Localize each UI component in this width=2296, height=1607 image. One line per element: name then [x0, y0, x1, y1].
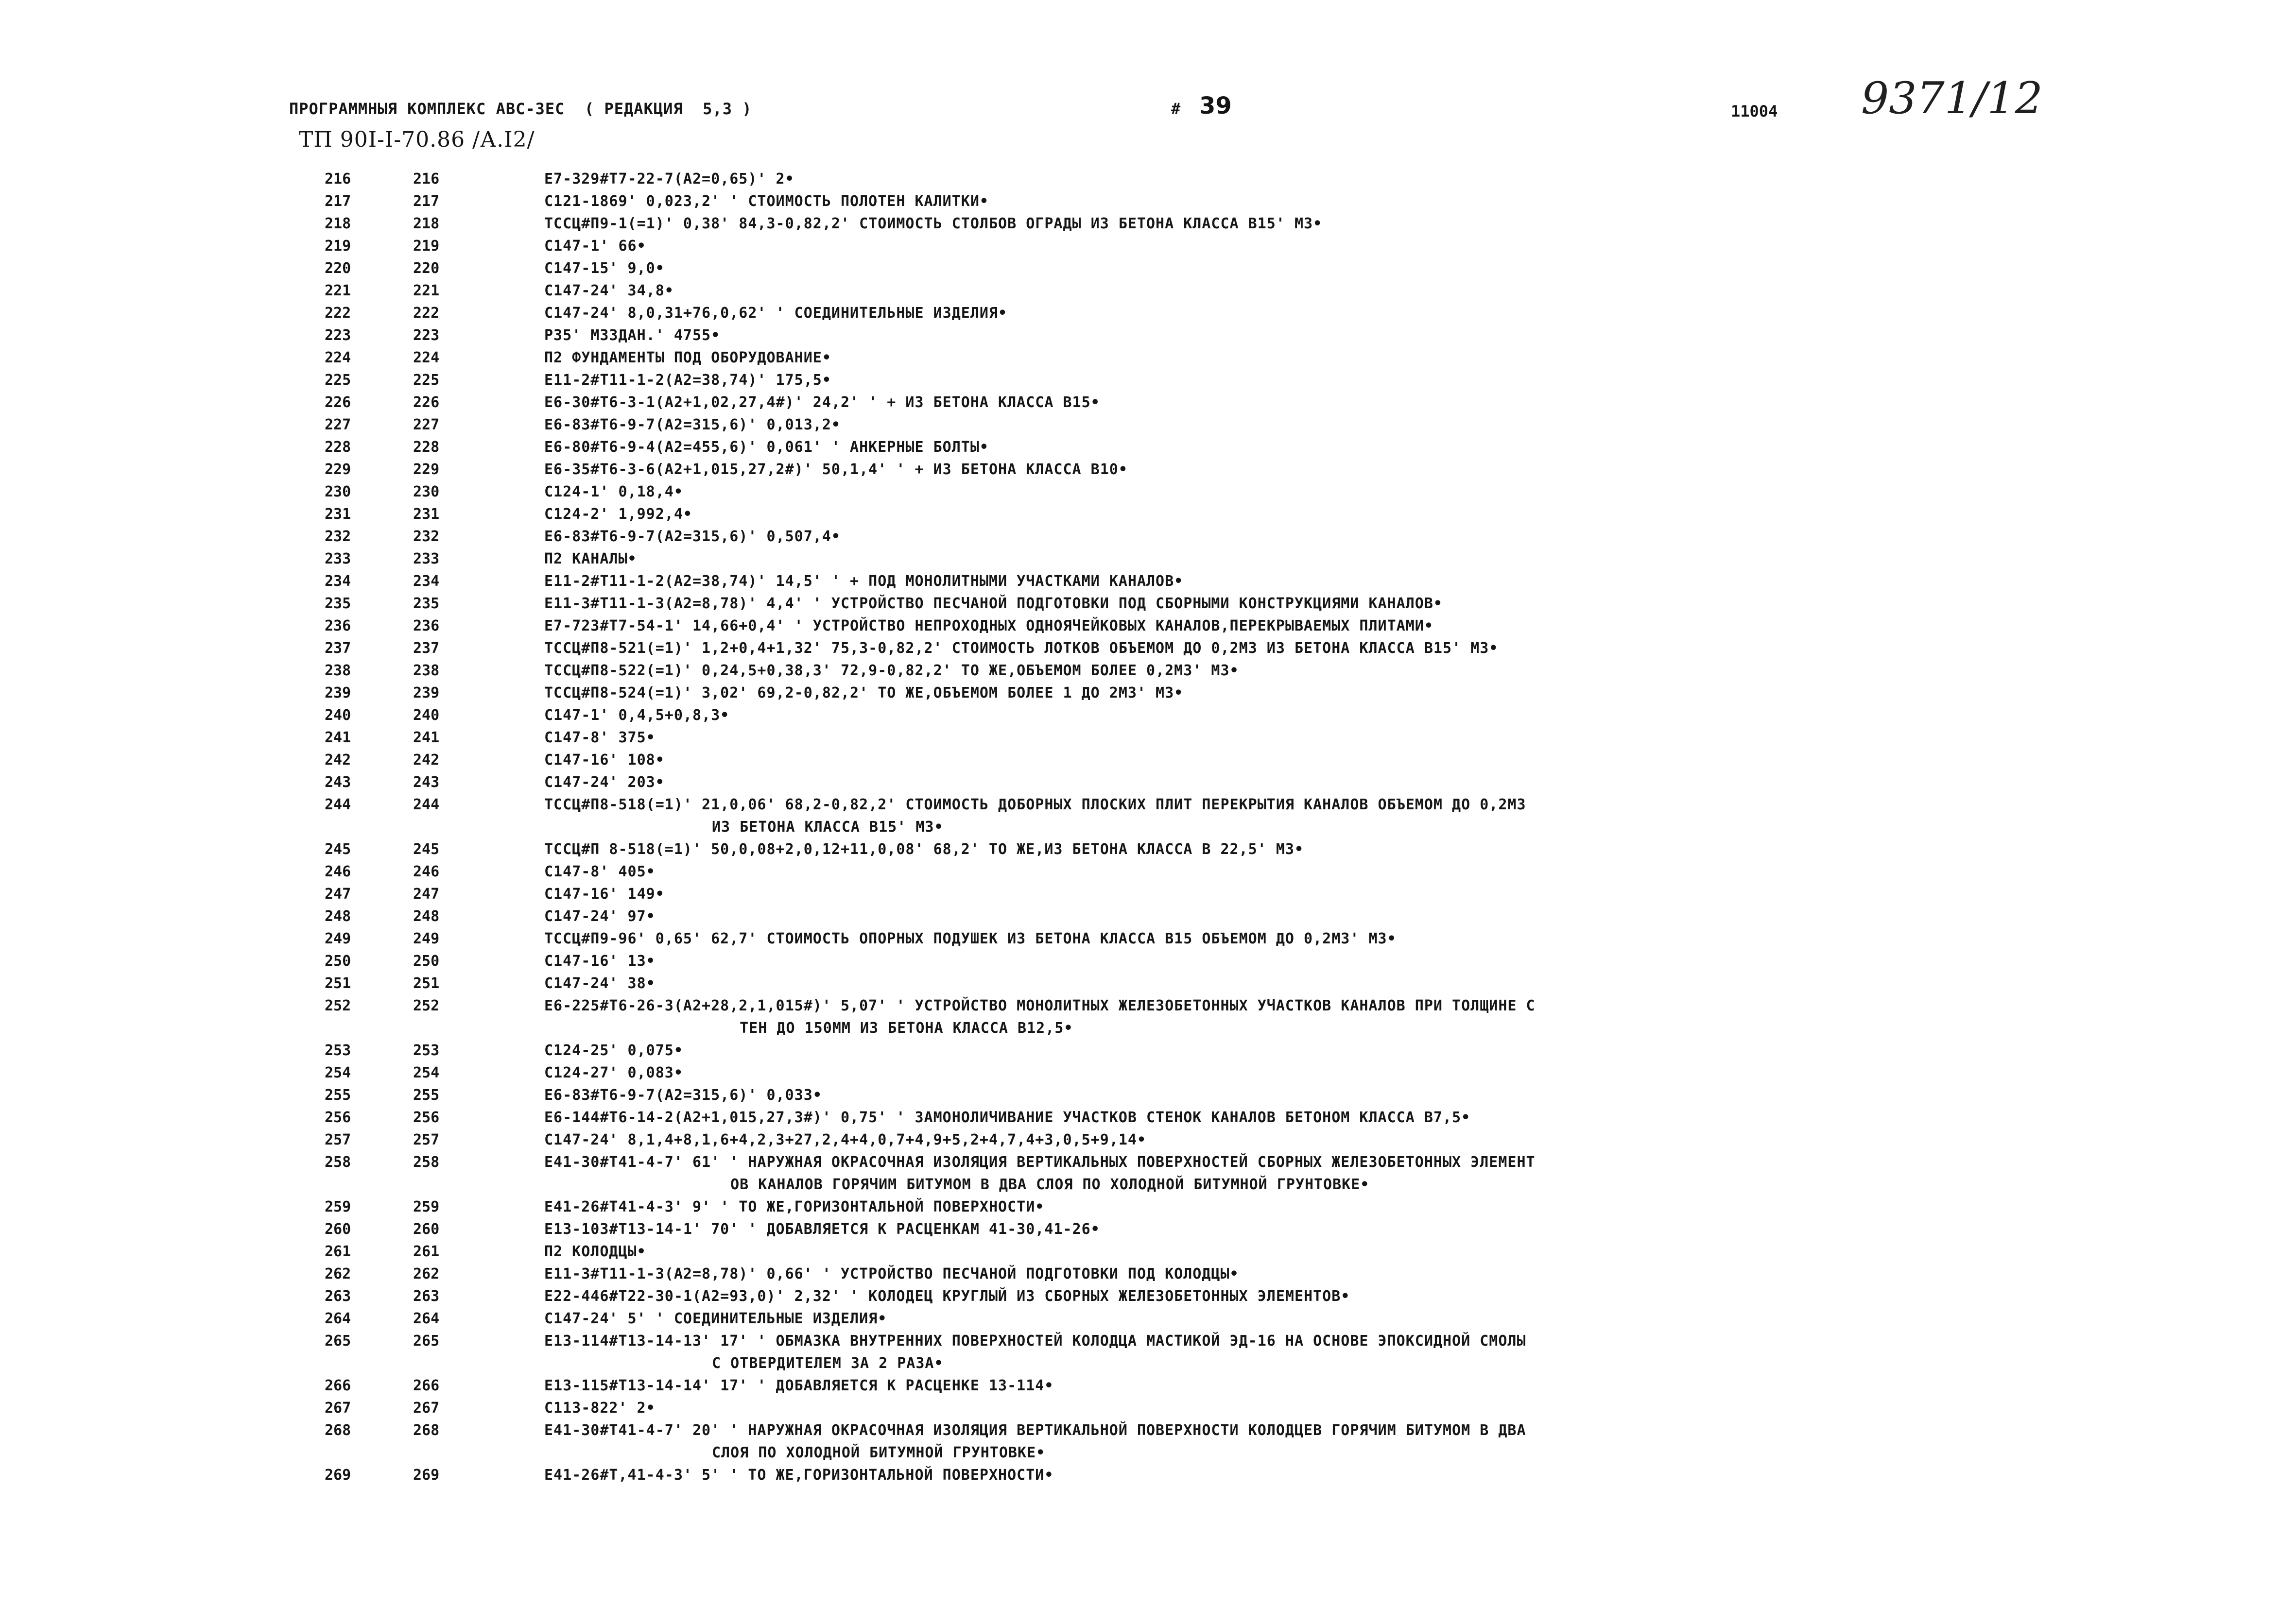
- row-number: 255: [325, 1087, 351, 1104]
- row-statement: [544, 1464, 2002, 1487]
- row-statement: [544, 727, 2002, 749]
- row-number-secondary: 225: [413, 372, 440, 389]
- row-number-secondary: 242: [413, 752, 440, 769]
- row-statement: [544, 1196, 2002, 1218]
- statement-text: Е7-329#Т7-22-7(А2=0,65)' 2•: [544, 171, 794, 188]
- row-number-secondary: 252: [413, 997, 440, 1014]
- row-number: 247: [325, 886, 351, 903]
- listing-row: [0, 168, 2296, 190]
- row-statement: [544, 1419, 2002, 1464]
- row-statement: [544, 1241, 2002, 1263]
- row-number: 269: [325, 1467, 351, 1484]
- row-number-secondary: 244: [413, 796, 440, 813]
- row-number: 243: [325, 774, 351, 791]
- listing-row: [0, 1040, 2296, 1062]
- row-number-secondary: 254: [413, 1064, 440, 1081]
- listing-row: [0, 347, 2296, 369]
- row-number: 217: [325, 193, 351, 210]
- statement-text: Е6-80#Т6-9-4(А2=455,6)' 0,061' ' АНКЕРНЫЕ БОЛТЫ•: [544, 439, 989, 456]
- row-number: 225: [325, 372, 351, 389]
- row-statement: [544, 682, 2002, 704]
- row-number: 267: [325, 1400, 351, 1417]
- listing-row: [0, 615, 2296, 637]
- row-number: 224: [325, 349, 351, 366]
- row-number-secondary: 230: [413, 483, 440, 500]
- row-statement: [544, 302, 2002, 325]
- row-number: 259: [325, 1198, 351, 1215]
- row-number: 223: [325, 327, 351, 344]
- row-number-secondary: 226: [413, 394, 440, 411]
- statement-text: С147-24' 8,0,31+76,0,62' ' СОЕДИНИТЕЛЬНЫЕ ИЗДЕЛИЯ•: [544, 305, 1008, 322]
- listing-row: [0, 1218, 2296, 1241]
- row-statement: [544, 526, 2002, 548]
- statement-text: П2 КОЛОДЦЫ•: [544, 1243, 646, 1260]
- row-statement: [544, 503, 2002, 526]
- row-number: 248: [325, 908, 351, 925]
- statement-text: Е41-26#Т41-4-3' 9' ' ТО ЖЕ,ГОРИЗОНТАЛЬНОЙ ПОВЕРХНОСТИ•: [544, 1198, 1045, 1215]
- row-statement: [544, 459, 2002, 481]
- listing-row: [0, 190, 2296, 213]
- row-number: 236: [325, 617, 351, 634]
- listing-row: [0, 771, 2296, 794]
- listing-rows: [0, 168, 2296, 1487]
- row-number-secondary: 223: [413, 327, 440, 344]
- listing-row: [0, 1263, 2296, 1285]
- row-number-secondary: 222: [413, 305, 440, 322]
- row-number: 254: [325, 1064, 351, 1081]
- row-number-secondary: 249: [413, 930, 440, 947]
- listing-row: [0, 1084, 2296, 1107]
- statement-text: Е11-2#Т11-1-2(А2=38,74)' 14,5' ' + ПОД МОНОЛИТНЫМИ УЧАСТКАМИ КАНАЛОВ•: [544, 573, 1184, 590]
- listing-row: [0, 481, 2296, 503]
- row-number: 219: [325, 238, 351, 255]
- listing-row: [0, 1062, 2296, 1084]
- statement-text: Е7-723#Т7-54-1' 14,66+0,4' ' УСТРОЙСТВО НЕПРОХОДНЫХ ОДНОЯЧЕЙКОВЫХ КАНАЛОВ,ПЕРЕКРЫВАЕМЫХ ПЛИТАМИ•: [544, 617, 1433, 634]
- row-statement: [544, 570, 2002, 593]
- row-number-secondary: 229: [413, 461, 440, 478]
- row-number-secondary: 227: [413, 416, 440, 433]
- listing-row: [0, 1196, 2296, 1218]
- row-number: 222: [325, 305, 351, 322]
- row-statement: [544, 749, 2002, 771]
- row-number: 260: [325, 1221, 351, 1238]
- statement-text: ТССЦ#П9-96' 0,65' 62,7' СТОИМОСТЬ ОПОРНЫХ ПОДУШЕК ИЗ БЕТОНА КЛАССА В15 ОБЪЕМОМ ДО 0,2М3' М3•: [544, 930, 1397, 947]
- row-statement: [544, 704, 2002, 727]
- listing-row: [0, 593, 2296, 615]
- row-number: 252: [325, 997, 351, 1014]
- listing-row: [0, 950, 2296, 973]
- row-statement: [544, 1285, 2002, 1308]
- statement-text: Е6-83#Т6-9-7(А2=315,6)' 0,013,2•: [544, 416, 841, 433]
- row-number: 253: [325, 1042, 351, 1059]
- row-number-secondary: 231: [413, 506, 440, 523]
- row-number-secondary: 221: [413, 282, 440, 299]
- row-statement: [544, 771, 2002, 794]
- row-statement: [544, 168, 2002, 190]
- listing-row: [0, 414, 2296, 436]
- row-statement: [544, 1218, 2002, 1241]
- statement-text: С147-1' 0,4,5+0,8,3•: [544, 707, 730, 724]
- row-statement: [544, 280, 2002, 302]
- listing-row: [0, 973, 2296, 995]
- listing-row: [0, 1419, 2296, 1464]
- row-number-secondary: 265: [413, 1333, 440, 1350]
- row-number-secondary: 228: [413, 439, 440, 456]
- row-statement: [544, 950, 2002, 973]
- row-number: 261: [325, 1243, 351, 1260]
- row-number: 250: [325, 953, 351, 970]
- row-number: 226: [325, 394, 351, 411]
- row-number-secondary: 219: [413, 238, 440, 255]
- statement-text: С147-24' 8,1,4+8,1,6+4,2,3+27,2,4+4,0,7+4,9+5,2+4,7,4+3,0,5+9,14•: [544, 1131, 1146, 1148]
- document-code: 11004: [1731, 102, 1778, 120]
- row-number-secondary: 264: [413, 1310, 440, 1327]
- listing-row: [0, 749, 2296, 771]
- row-number: 263: [325, 1288, 351, 1305]
- row-statement: [544, 1151, 2002, 1196]
- statement-text: Е6-225#Т6-26-3(А2+28,2,1,015#)' 5,07' ' УСТРОЙСТВО МОНОЛИТНЫХ ЖЕЛЕЗОБЕТОННЫХ УЧАСТКОВ КАНАЛОВ ПРИ ТОЛЩИНЕ С: [544, 997, 1536, 1014]
- handwritten-sheet-number: 9371/12: [1861, 73, 2043, 124]
- statement-text: С147-16' 149•: [544, 886, 665, 903]
- listing-row: [0, 392, 2296, 414]
- row-number: 233: [325, 550, 351, 567]
- row-statement: [544, 548, 2002, 570]
- row-number-secondary: 263: [413, 1288, 440, 1305]
- row-statement: [544, 414, 2002, 436]
- listing-row: [0, 257, 2296, 280]
- listing-row: [0, 1308, 2296, 1330]
- row-statement: [544, 392, 2002, 414]
- row-statement: [544, 436, 2002, 459]
- row-number-secondary: 269: [413, 1467, 440, 1484]
- row-statement: [544, 1308, 2002, 1330]
- row-number: 265: [325, 1333, 351, 1350]
- listing-row: [0, 459, 2296, 481]
- listing-row: [0, 369, 2296, 392]
- row-statement: [544, 1375, 2002, 1397]
- row-number-secondary: 262: [413, 1265, 440, 1282]
- listing-row: [0, 637, 2296, 660]
- statement-text: С121-1869' 0,023,2' ' СТОИМОСТЬ ПОЛОТЕН КАЛИТКИ•: [544, 193, 989, 210]
- row-number: 256: [325, 1109, 351, 1126]
- row-number-secondary: 234: [413, 573, 440, 590]
- statement-text: Е6-30#Т6-3-1(А2+1,02,27,4#)' 24,2' ' + ИЗ БЕТОНА КЛАССА В15•: [544, 394, 1100, 411]
- row-number: 258: [325, 1154, 351, 1171]
- listing-row: [0, 660, 2296, 682]
- row-number: 242: [325, 752, 351, 769]
- row-number: 268: [325, 1422, 351, 1439]
- statement-continuation: ТЕН ДО 150ММ ИЗ БЕТОНА КЛАССА В12,5•: [712, 1020, 1073, 1037]
- row-number: 266: [325, 1377, 351, 1394]
- row-statement: [544, 928, 2002, 950]
- listing-row: [0, 436, 2296, 459]
- statement-text: Е6-83#Т6-9-7(А2=315,6)' 0,507,4•: [544, 528, 841, 545]
- listing-row: [0, 995, 2296, 1040]
- statement-text: Е13-114#Т13-14-13' 17' ' ОБМАЗКА ВНУТРЕННИХ ПОВЕРХНОСТЕЙ КОЛОДЦА МАСТИКОЙ ЭД-16 НА ОСНОВЕ ЭПОКСИДНОЙ СМОЛЫ: [544, 1333, 1526, 1350]
- statement-continuation: ИЗ БЕТОНА КЛАССА В15' М3•: [712, 819, 944, 836]
- row-number-secondary: 218: [413, 215, 440, 232]
- statement-text: Е41-30#Т41-4-7' 20' ' НАРУЖНАЯ ОКРАСОЧНАЯ ИЗОЛЯЦИЯ ВЕРТИКАЛЬНОЙ ПОВЕРХНОСТИ КОЛОДЦЕВ ГОРЯЧИМ БИТУМОМ В ДВА: [544, 1422, 1526, 1439]
- row-statement: [544, 213, 2002, 235]
- row-number-secondary: 217: [413, 193, 440, 210]
- row-number: 216: [325, 171, 351, 188]
- row-number-secondary: 245: [413, 841, 440, 858]
- listing-row: [0, 1375, 2296, 1397]
- listing-row: [0, 302, 2296, 325]
- row-number-secondary: 247: [413, 886, 440, 903]
- row-number-secondary: 250: [413, 953, 440, 970]
- statement-text: С147-24' 203•: [544, 774, 665, 791]
- listing-row: [0, 1107, 2296, 1129]
- statement-text: С147-24' 97•: [544, 908, 656, 925]
- statement-text: Е41-30#Т41-4-7' 61' ' НАРУЖНАЯ ОКРАСОЧНАЯ ИЗОЛЯЦИЯ ВЕРТИКАЛЬНЫХ ПОВЕРХНОСТЕЙ СБОРНЫХ ЖЕЛЕЗОБЕТОННЫХ ЭЛЕМЕНТ: [544, 1154, 1536, 1171]
- statement-text: С124-2' 1,992,4•: [544, 506, 692, 523]
- row-number-secondary: 257: [413, 1131, 440, 1148]
- row-number-secondary: 240: [413, 707, 440, 724]
- row-statement: [544, 995, 2002, 1040]
- row-statement: [544, 1330, 2002, 1375]
- row-number-secondary: 268: [413, 1422, 440, 1439]
- row-number-secondary: 261: [413, 1243, 440, 1260]
- row-statement: [544, 637, 2002, 660]
- listing-row: [0, 570, 2296, 593]
- statement-text: С147-8' 375•: [544, 729, 656, 746]
- statement-continuation: СЛОЯ ПО ХОЛОДНОЙ БИТУМНОЙ ГРУНТОВКЕ•: [712, 1444, 1046, 1461]
- row-number: 227: [325, 416, 351, 433]
- row-statement: [544, 973, 2002, 995]
- row-number: 251: [325, 975, 351, 992]
- listing-row: [0, 1151, 2296, 1196]
- statement-text: С147-16' 108•: [544, 752, 665, 769]
- row-number: 221: [325, 282, 351, 299]
- listing-row: [0, 727, 2296, 749]
- row-statement: [544, 660, 2002, 682]
- row-statement: [544, 615, 2002, 637]
- row-statement: [544, 325, 2002, 347]
- statement-text: ТССЦ#П8-518(=1)' 21,0,06' 68,2-0,82,2' СТОИМОСТЬ ДОБОРНЫХ ПЛОСКИХ ПЛИТ ПЕРЕКРЫТИЯ КАНАЛОВ ОБЪЕМОМ ДО 0,2М3: [544, 796, 1526, 813]
- listing-row: [0, 1330, 2296, 1375]
- statement-text: С147-24' 34,8•: [544, 282, 674, 299]
- statement-continuation: ОВ КАНАЛОВ ГОРЯЧИМ БИТУМОМ В ДВА СЛОЯ ПО ХОЛОДНОЙ БИТУМНОЙ ГРУНТОВКЕ•: [712, 1176, 1370, 1193]
- statement-text: ТССЦ#П8-521(=1)' 1,2+0,4+1,32' 75,3-0,82,2' СТОИМОСТЬ ЛОТКОВ ОБЪЕМОМ ДО 0,2М3 ИЗ БЕТОНА КЛАССА В15' М3•: [544, 640, 1499, 657]
- row-number-secondary: 260: [413, 1221, 440, 1238]
- statement-text: Р35' М33ДАН.' 4755•: [544, 327, 721, 344]
- statement-text: Е6-144#Т6-14-2(А2+1,015,27,3#)' 0,75' ' ЗАМОНОЛИЧИВАНИЕ УЧАСТКОВ СТЕНОК КАНАЛОВ БЕТОНОМ КЛАССА В7,5•: [544, 1109, 1471, 1126]
- row-number-secondary: 237: [413, 640, 440, 657]
- listing-row: [0, 213, 2296, 235]
- row-statement: [544, 1129, 2002, 1151]
- statement-continuation: С ОТВЕРДИТЕЛЕМ ЗА 2 РАЗА•: [712, 1355, 944, 1372]
- row-statement: [544, 1397, 2002, 1419]
- listing-row: [0, 325, 2296, 347]
- listing-row: [0, 906, 2296, 928]
- row-statement: [544, 1040, 2002, 1062]
- statement-text: Е11-2#Т11-1-2(А2=38,74)' 175,5•: [544, 372, 831, 389]
- listing-row: [0, 526, 2296, 548]
- row-number: 234: [325, 573, 351, 590]
- row-statement: [544, 794, 2002, 838]
- row-number-secondary: 236: [413, 617, 440, 634]
- page-number-symbol: #: [1171, 100, 1181, 118]
- statement-text: С147-1' 66•: [544, 238, 646, 255]
- statement-text: С147-24' 38•: [544, 975, 656, 992]
- row-number: 246: [325, 863, 351, 880]
- row-number: 241: [325, 729, 351, 746]
- row-statement: [544, 593, 2002, 615]
- statement-text: П2 КАНАЛЫ•: [544, 550, 637, 567]
- row-number-secondary: 216: [413, 171, 440, 188]
- listing-row: [0, 794, 2296, 838]
- row-number: 228: [325, 439, 351, 456]
- row-number-secondary: 253: [413, 1042, 440, 1059]
- row-number-secondary: 246: [413, 863, 440, 880]
- row-number: 237: [325, 640, 351, 657]
- project-code: ТП 90I-I-70.86 /А.I2/: [299, 127, 535, 152]
- row-number-secondary: 232: [413, 528, 440, 545]
- listing-row: [0, 682, 2296, 704]
- row-number-secondary: 220: [413, 260, 440, 277]
- row-number: 262: [325, 1265, 351, 1282]
- page-number: 39: [1199, 92, 1232, 120]
- row-number-secondary: 267: [413, 1400, 440, 1417]
- statement-text: Е13-103#Т13-14-1' 70' ' ДОБАВЛЯЕТСЯ К РАСЦЕНКАМ 41-30,41-26•: [544, 1221, 1100, 1238]
- statement-text: С147-16' 13•: [544, 953, 656, 970]
- listing-row: [0, 861, 2296, 883]
- statement-text: Е22-446#Т22-30-1(А2=93,0)' 2,32' ' КОЛОДЕЦ КРУГЛЫЙ ИЗ СБОРНЫХ ЖЕЛЕЗОБЕТОННЫХ ЭЛЕМЕНТОВ•: [544, 1288, 1350, 1305]
- row-number-secondary: 241: [413, 729, 440, 746]
- statement-text: Е6-35#Т6-3-6(А2+1,015,27,2#)' 50,1,4' ' + ИЗ БЕТОНА КЛАССА В10•: [544, 461, 1128, 478]
- row-statement: [544, 1263, 2002, 1285]
- statement-text: Е41-26#Т,41-4-3' 5' ' ТО ЖЕ,ГОРИЗОНТАЛЬНОЙ ПОВЕРХНОСТИ•: [544, 1467, 1054, 1484]
- row-number: 220: [325, 260, 351, 277]
- listing-row: [0, 704, 2296, 727]
- listing-row: [0, 928, 2296, 950]
- listing-row: [0, 1129, 2296, 1151]
- row-number: 244: [325, 796, 351, 813]
- row-number-secondary: 224: [413, 349, 440, 366]
- row-statement: [544, 347, 2002, 369]
- row-number-secondary: 233: [413, 550, 440, 567]
- row-number: 231: [325, 506, 351, 523]
- row-statement: [544, 235, 2002, 257]
- row-number-secondary: 248: [413, 908, 440, 925]
- listing-row: [0, 235, 2296, 257]
- statement-text: ТССЦ#П8-524(=1)' 3,02' 69,2-0,82,2' ТО ЖЕ,ОБЪЕМОМ БОЛЕЕ 1 ДО 2М3' М3•: [544, 684, 1184, 701]
- row-number: 218: [325, 215, 351, 232]
- listing-row: [0, 1285, 2296, 1308]
- listing-row: [0, 1397, 2296, 1419]
- row-number: 230: [325, 483, 351, 500]
- row-number-secondary: 235: [413, 595, 440, 612]
- statement-text: Е11-3#Т11-1-3(А2=8,78)' 0,66' ' УСТРОЙСТВО ПЕСЧАНОЙ ПОДГОТОВКИ ПОД КОЛОДЦЫ•: [544, 1265, 1239, 1282]
- statement-text: ТССЦ#П8-522(=1)' 0,24,5+0,38,3' 72,9-0,82,2' ТО ЖЕ,ОБЪЕМОМ БОЛЕЕ 0,2М3' М3•: [544, 662, 1239, 679]
- statement-text: Е11-3#Т11-1-3(А2=8,78)' 4,4' ' УСТРОЙСТВО ПЕСЧАНОЙ ПОДГОТОВКИ ПОД СБОРНЫМИ КОНСТРУКЦИЯМИ КАНАЛОВ•: [544, 595, 1443, 612]
- statement-text: С124-1' 0,18,4•: [544, 483, 683, 500]
- listing-row: [0, 280, 2296, 302]
- row-number: 245: [325, 841, 351, 858]
- statement-text: ТССЦ#П 8-518(=1)' 50,0,08+2,0,12+11,0,08' 68,2' ТО ЖЕ,ИЗ БЕТОНА КЛАССА В 22,5' М3•: [544, 841, 1304, 858]
- statement-text: ТССЦ#П9-1(=1)' 0,38' 84,3-0,82,2' СТОИМОСТЬ СТОЛБОВ ОГРАДЫ ИЗ БЕТОНА КЛАССА В15' М3•: [544, 215, 1323, 232]
- row-number-secondary: 243: [413, 774, 440, 791]
- row-statement: [544, 861, 2002, 883]
- row-number: 249: [325, 930, 351, 947]
- statement-text: Е6-83#Т6-9-7(А2=315,6)' 0,033•: [544, 1087, 822, 1104]
- row-number-secondary: 251: [413, 975, 440, 992]
- row-number: 240: [325, 707, 351, 724]
- statement-text: С147-24' 5' ' СОЕДИНИТЕЛЬНЫЕ ИЗДЕЛИЯ•: [544, 1310, 887, 1327]
- row-number-secondary: 239: [413, 684, 440, 701]
- row-number-secondary: 256: [413, 1109, 440, 1126]
- row-number-secondary: 258: [413, 1154, 440, 1171]
- row-statement: [544, 1084, 2002, 1107]
- listing-row: [0, 503, 2296, 526]
- row-number: 239: [325, 684, 351, 701]
- row-number-secondary: 259: [413, 1198, 440, 1215]
- row-statement: [544, 1062, 2002, 1084]
- row-number: 238: [325, 662, 351, 679]
- row-number: 235: [325, 595, 351, 612]
- row-number: 257: [325, 1131, 351, 1148]
- row-statement: [544, 257, 2002, 280]
- row-statement: [544, 481, 2002, 503]
- listing-row: [0, 548, 2296, 570]
- row-statement: [544, 369, 2002, 392]
- row-number-secondary: 255: [413, 1087, 440, 1104]
- row-statement: [544, 906, 2002, 928]
- row-statement: [544, 838, 2002, 861]
- listing-row: [0, 1241, 2296, 1263]
- statement-text: С124-27' 0,083•: [544, 1064, 683, 1081]
- row-statement: [544, 190, 2002, 213]
- listing-row: [0, 883, 2296, 906]
- row-statement: [544, 1107, 2002, 1129]
- statement-text: С124-25' 0,075•: [544, 1042, 683, 1059]
- statement-text: П2 ФУНДАМЕНТЫ ПОД ОБОРУДОВАНИЕ•: [544, 349, 831, 366]
- listing-row: [0, 838, 2296, 861]
- statement-text: С147-15' 9,0•: [544, 260, 665, 277]
- row-number-secondary: 266: [413, 1377, 440, 1394]
- row-number: 264: [325, 1310, 351, 1327]
- row-number: 229: [325, 461, 351, 478]
- statement-text: С113-822' 2•: [544, 1400, 656, 1417]
- listing-row: [0, 1464, 2296, 1487]
- statement-text: С147-8' 405•: [544, 863, 656, 880]
- program-header: ПРОГРАММНЫЯ КОМПЛЕКС АВС-ЗЕС ( РЕДАКЦИЯ 5,3 ): [289, 100, 752, 118]
- row-statement: [544, 883, 2002, 906]
- statement-text: Е13-115#Т13-14-14' 17' ' ДОБАВЛЯЕТСЯ К РАСЦЕНКЕ 13-114•: [544, 1377, 1054, 1394]
- row-number: 232: [325, 528, 351, 545]
- row-number-secondary: 238: [413, 662, 440, 679]
